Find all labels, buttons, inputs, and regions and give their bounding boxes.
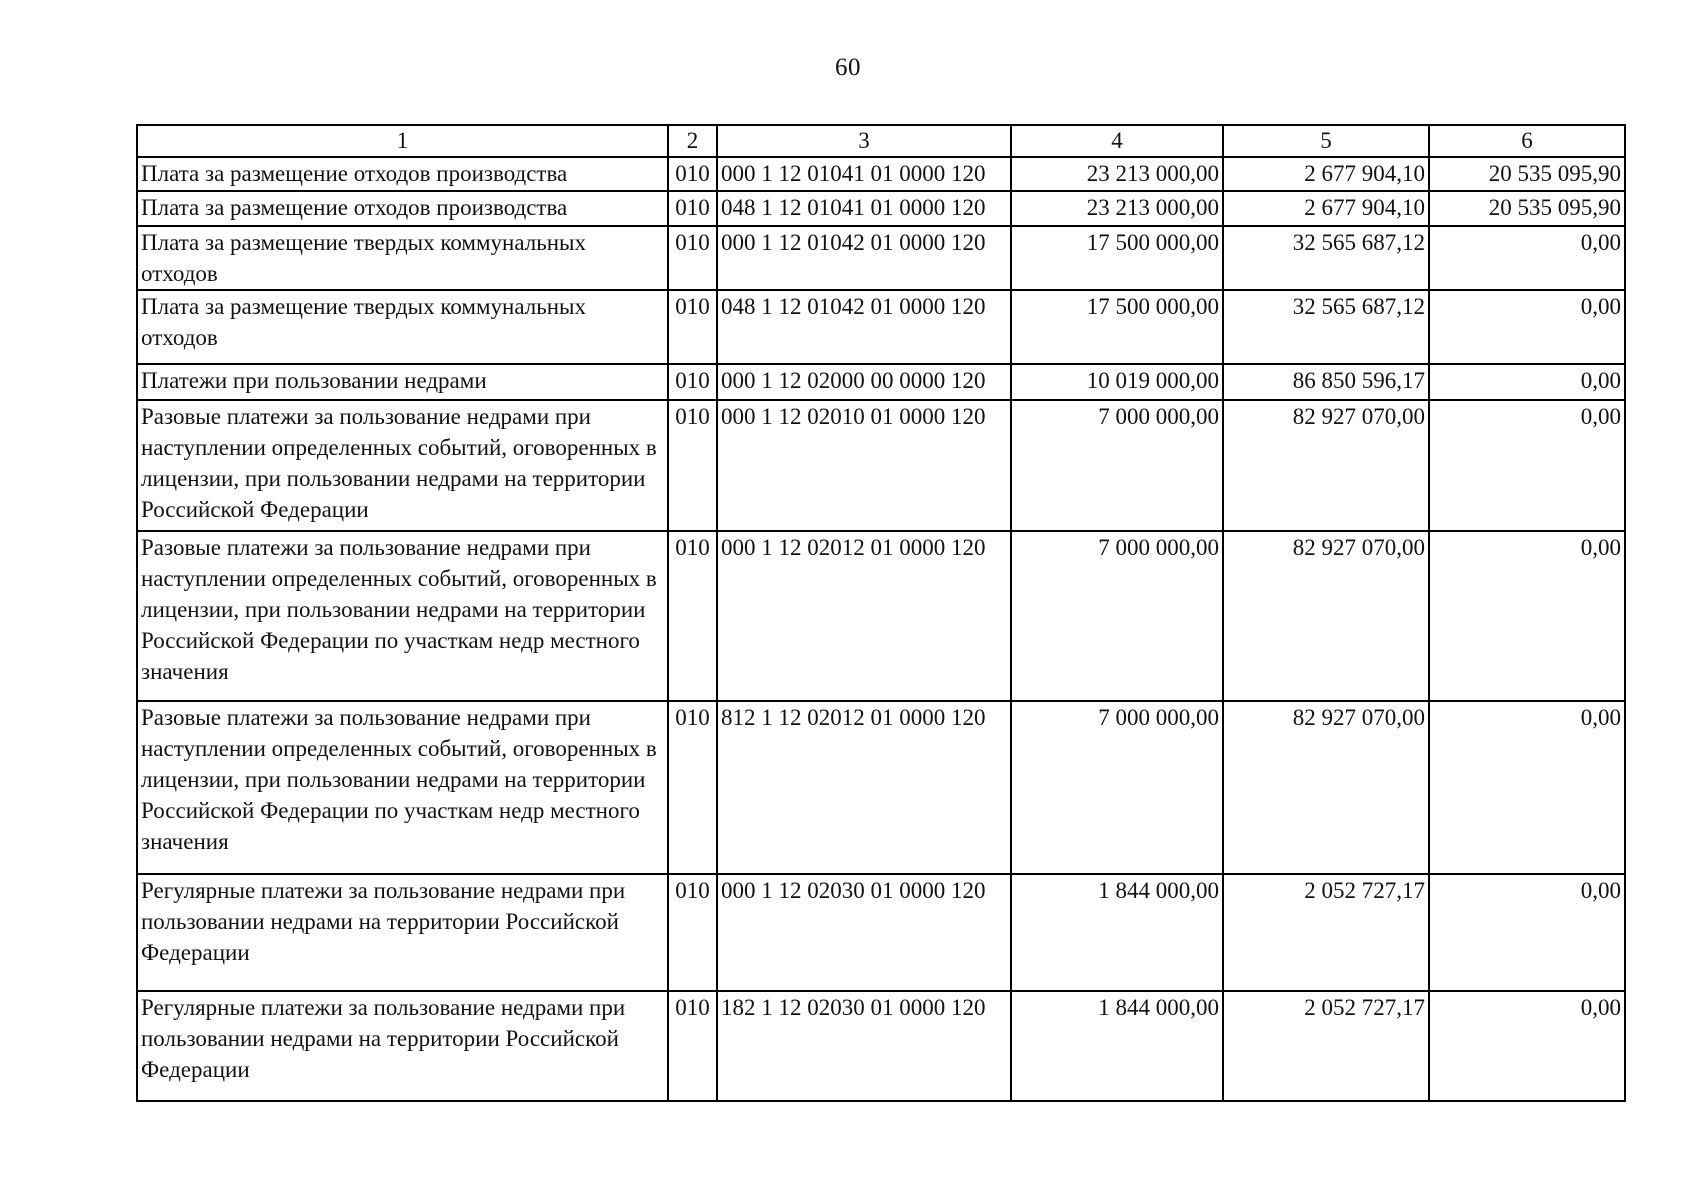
row-name: Разовые платежи за пользование недрами при наступлении определенных событий, оговоренных в лицензии, при пользовании недрами на территории Российской Федерации bbox=[137, 400, 668, 531]
row-value-6: 0,00 bbox=[1429, 290, 1625, 364]
row-budget-code: 000 1 12 01041 01 0000 120 bbox=[717, 157, 1011, 191]
row-value-4: 17 500 000,00 bbox=[1011, 290, 1223, 364]
table-row bbox=[137, 157, 1625, 191]
row-admin-code: 010 bbox=[668, 157, 717, 191]
table-row bbox=[137, 290, 1625, 364]
header-cell-6: 6 bbox=[1429, 125, 1625, 157]
row-value-4: 1 844 000,00 bbox=[1011, 874, 1223, 991]
row-value-5: 2 052 727,17 bbox=[1223, 991, 1429, 1101]
row-name: Платежи при пользовании недрами bbox=[137, 364, 668, 400]
row-value-5: 82 927 070,00 bbox=[1223, 531, 1429, 701]
row-value-4: 17 500 000,00 bbox=[1011, 226, 1223, 290]
row-value-4: 23 213 000,00 bbox=[1011, 157, 1223, 191]
row-admin-code: 010 bbox=[668, 400, 717, 531]
row-value-6: 0,00 bbox=[1429, 364, 1625, 400]
row-admin-code: 010 bbox=[668, 531, 717, 701]
row-admin-code: 010 bbox=[668, 874, 717, 991]
row-budget-code: 000 1 12 02010 01 0000 120 bbox=[717, 400, 1011, 531]
row-value-5: 86 850 596,17 bbox=[1223, 364, 1429, 400]
row-name: Плата за размещение твердых коммунальных отходов bbox=[137, 290, 668, 364]
row-value-4: 10 019 000,00 bbox=[1011, 364, 1223, 400]
row-value-6: 0,00 bbox=[1429, 531, 1625, 701]
table-row bbox=[137, 701, 1625, 874]
row-value-6: 0,00 bbox=[1429, 701, 1625, 874]
table-row bbox=[137, 991, 1625, 1101]
row-value-4: 1 844 000,00 bbox=[1011, 991, 1223, 1101]
row-admin-code: 010 bbox=[668, 991, 717, 1101]
row-budget-code: 000 1 12 02030 01 0000 120 bbox=[717, 874, 1011, 991]
row-admin-code: 010 bbox=[668, 290, 717, 364]
row-value-5: 2 677 904,10 bbox=[1223, 157, 1429, 191]
row-value-6: 20 535 095,90 bbox=[1429, 157, 1625, 191]
row-name: Разовые платежи за пользование недрами при наступлении определенных событий, оговоренных в лицензии, при пользовании недрами на территории Российской Федерации по участкам недр местного значения bbox=[137, 701, 668, 874]
row-value-5: 2 677 904,10 bbox=[1223, 191, 1429, 226]
header-cell-3: 3 bbox=[717, 125, 1011, 157]
table-row bbox=[137, 531, 1625, 701]
row-value-6: 0,00 bbox=[1429, 400, 1625, 531]
table-row bbox=[137, 191, 1625, 226]
row-value-5: 32 565 687,12 bbox=[1223, 226, 1429, 290]
row-budget-code: 812 1 12 02012 01 0000 120 bbox=[717, 701, 1011, 874]
row-admin-code: 010 bbox=[668, 226, 717, 290]
row-admin-code: 010 bbox=[668, 364, 717, 400]
row-value-6: 20 535 095,90 bbox=[1429, 191, 1625, 226]
header-cell-5: 5 bbox=[1223, 125, 1429, 157]
row-name: Плата за размещение отходов производства bbox=[137, 191, 668, 226]
table-row bbox=[137, 400, 1625, 531]
header-cell-4: 4 bbox=[1011, 125, 1223, 157]
header-row bbox=[137, 125, 1625, 157]
row-name: Плата за размещение отходов производства bbox=[137, 157, 668, 191]
row-value-5: 2 052 727,17 bbox=[1223, 874, 1429, 991]
row-value-4: 7 000 000,00 bbox=[1011, 400, 1223, 531]
row-budget-code: 000 1 12 02012 01 0000 120 bbox=[717, 531, 1011, 701]
row-value-5: 32 565 687,12 bbox=[1223, 290, 1429, 364]
row-value-4: 23 213 000,00 bbox=[1011, 191, 1223, 226]
row-budget-code: 182 1 12 02030 01 0000 120 bbox=[717, 991, 1011, 1101]
row-budget-code: 000 1 12 02000 00 0000 120 bbox=[717, 364, 1011, 400]
row-name: Регулярные платежи за пользование недрами при пользовании недрами на территории Российской Федерации bbox=[137, 991, 668, 1101]
row-name: Плата за размещение твердых коммунальных отходов bbox=[137, 226, 668, 290]
row-budget-code: 048 1 12 01041 01 0000 120 bbox=[717, 191, 1011, 226]
row-value-6: 0,00 bbox=[1429, 226, 1625, 290]
row-name: Регулярные платежи за пользование недрами при пользовании недрами на территории Российской Федерации bbox=[137, 874, 668, 991]
row-value-6: 0,00 bbox=[1429, 991, 1625, 1101]
header-cell-1: 1 bbox=[137, 125, 668, 157]
row-value-6: 0,00 bbox=[1429, 874, 1625, 991]
row-value-5: 82 927 070,00 bbox=[1223, 400, 1429, 531]
table-row bbox=[137, 226, 1625, 290]
table-row bbox=[137, 874, 1625, 991]
row-admin-code: 010 bbox=[668, 701, 717, 874]
row-budget-code: 000 1 12 01042 01 0000 120 bbox=[717, 226, 1011, 290]
table-row bbox=[137, 364, 1625, 400]
row-value-5: 82 927 070,00 bbox=[1223, 701, 1429, 874]
header-cell-2: 2 bbox=[668, 125, 717, 157]
row-value-4: 7 000 000,00 bbox=[1011, 701, 1223, 874]
row-budget-code: 048 1 12 01042 01 0000 120 bbox=[717, 290, 1011, 364]
row-value-4: 7 000 000,00 bbox=[1011, 531, 1223, 701]
revenue-table bbox=[136, 124, 1626, 1102]
row-admin-code: 010 bbox=[668, 191, 717, 226]
page-number: 60 bbox=[835, 54, 861, 81]
row-name: Разовые платежи за пользование недрами при наступлении определенных событий, оговоренных в лицензии, при пользовании недрами на территории Российской Федерации по участкам недр местного значения bbox=[137, 531, 668, 701]
